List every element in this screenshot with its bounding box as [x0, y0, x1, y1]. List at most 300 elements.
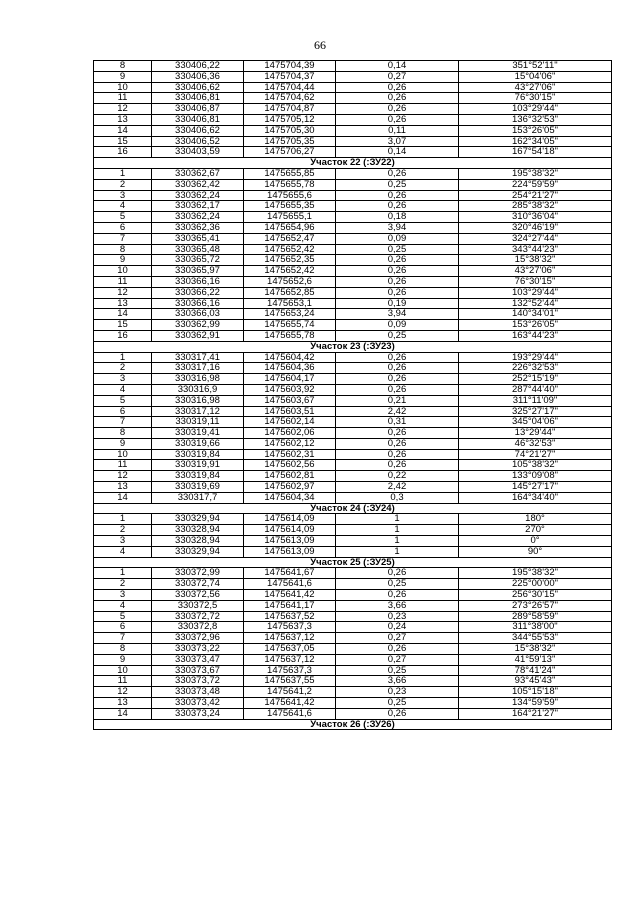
- distance-cell: 0,26: [336, 363, 459, 374]
- y-coordinate-cell: 1475637,3: [244, 622, 336, 633]
- direction-angle-cell: 74°21'27": [459, 449, 612, 460]
- x-coordinate-cell: 330362,36: [152, 222, 244, 233]
- direction-angle-cell: 103°29'44": [459, 104, 612, 115]
- table-row: [94, 104, 612, 115]
- distance-cell: 0,25: [336, 330, 459, 341]
- distance-cell: 0,31: [336, 417, 459, 428]
- section-title: Участок 25 (:ЗУ25): [94, 557, 612, 568]
- direction-angle-cell: 273°26'57": [459, 600, 612, 611]
- y-coordinate-cell: 1475655,35: [244, 201, 336, 212]
- distance-cell: 0,25: [336, 665, 459, 676]
- direction-angle-cell: 224°59'59": [459, 179, 612, 190]
- x-coordinate-cell: 330317,16: [152, 363, 244, 374]
- x-coordinate-cell: 330362,24: [152, 190, 244, 201]
- point-number-cell: 11: [94, 460, 152, 471]
- x-coordinate-cell: 330319,41: [152, 428, 244, 439]
- point-number-cell: 3: [94, 590, 152, 601]
- table-row: [94, 546, 612, 557]
- distance-cell: 0,26: [336, 201, 459, 212]
- y-coordinate-cell: 1475652,42: [244, 244, 336, 255]
- direction-angle-cell: 164°21'27": [459, 708, 612, 719]
- direction-angle-cell: 140°34'01": [459, 309, 612, 320]
- point-number-cell: 1: [94, 568, 152, 579]
- x-coordinate-cell: 330372,8: [152, 622, 244, 633]
- y-coordinate-cell: 1475613,09: [244, 536, 336, 547]
- distance-cell: 0,27: [336, 633, 459, 644]
- distance-cell: 0,25: [336, 579, 459, 590]
- y-coordinate-cell: 1475704,62: [244, 93, 336, 104]
- x-coordinate-cell: 330406,81: [152, 93, 244, 104]
- direction-angle-cell: 195°38'32": [459, 568, 612, 579]
- distance-cell: 0,26: [336, 114, 459, 125]
- x-coordinate-cell: 330365,48: [152, 244, 244, 255]
- y-coordinate-cell: 1475652,85: [244, 287, 336, 298]
- distance-cell: 3,94: [336, 309, 459, 320]
- coordinates-table: [93, 60, 612, 730]
- point-number-cell: 10: [94, 266, 152, 277]
- point-number-cell: 4: [94, 600, 152, 611]
- x-coordinate-cell: 330406,87: [152, 104, 244, 115]
- direction-angle-cell: 344°55'53": [459, 633, 612, 644]
- y-coordinate-cell: 1475652,47: [244, 233, 336, 244]
- y-coordinate-cell: 1475637,12: [244, 633, 336, 644]
- point-number-cell: 14: [94, 708, 152, 719]
- point-number-cell: 12: [94, 471, 152, 482]
- direction-angle-cell: 153°26'05": [459, 125, 612, 136]
- distance-cell: 0,26: [336, 287, 459, 298]
- direction-angle-cell: 164°34'40": [459, 492, 612, 503]
- distance-cell: 0,26: [336, 568, 459, 579]
- point-number-cell: 5: [94, 395, 152, 406]
- y-coordinate-cell: 1475602,14: [244, 417, 336, 428]
- point-number-cell: 5: [94, 212, 152, 223]
- direction-angle-cell: 285°38'32": [459, 201, 612, 212]
- point-number-cell: 10: [94, 82, 152, 93]
- table-row: [94, 320, 612, 331]
- direction-angle-cell: 167°54'18": [459, 147, 612, 158]
- table-row: [94, 287, 612, 298]
- x-coordinate-cell: 330373,42: [152, 698, 244, 709]
- table-row: [94, 266, 612, 277]
- point-number-cell: 9: [94, 438, 152, 449]
- direction-angle-cell: 351°52'11": [459, 61, 612, 72]
- direction-angle-cell: 226°32'53": [459, 363, 612, 374]
- table-row: [94, 82, 612, 93]
- direction-angle-cell: 105°15'18": [459, 687, 612, 698]
- distance-cell: 0,14: [336, 61, 459, 72]
- y-coordinate-cell: 1475652,6: [244, 276, 336, 287]
- distance-cell: 0,26: [336, 438, 459, 449]
- table-row: [94, 460, 612, 471]
- y-coordinate-cell: 1475614,09: [244, 514, 336, 525]
- point-number-cell: 8: [94, 244, 152, 255]
- distance-cell: 1: [336, 514, 459, 525]
- table-row: [94, 568, 612, 579]
- table-row: [94, 590, 612, 601]
- y-coordinate-cell: 1475637,3: [244, 665, 336, 676]
- x-coordinate-cell: 330372,5: [152, 600, 244, 611]
- table-row: [94, 492, 612, 503]
- table-row: [94, 698, 612, 709]
- point-number-cell: 11: [94, 93, 152, 104]
- distance-cell: 0,19: [336, 298, 459, 309]
- x-coordinate-cell: 330373,47: [152, 654, 244, 665]
- x-coordinate-cell: 330365,97: [152, 266, 244, 277]
- distance-cell: 0,24: [336, 622, 459, 633]
- table-row: [94, 71, 612, 82]
- table-row: [94, 244, 612, 255]
- x-coordinate-cell: 330319,84: [152, 471, 244, 482]
- y-coordinate-cell: 1475655,85: [244, 168, 336, 179]
- table-row: [94, 309, 612, 320]
- y-coordinate-cell: 1475641,2: [244, 687, 336, 698]
- y-coordinate-cell: 1475704,87: [244, 104, 336, 115]
- section-header-row: [94, 341, 612, 352]
- direction-angle-cell: 15°38'32": [459, 255, 612, 266]
- x-coordinate-cell: 330406,81: [152, 114, 244, 125]
- table-row: [94, 255, 612, 266]
- point-number-cell: 14: [94, 309, 152, 320]
- y-coordinate-cell: 1475652,35: [244, 255, 336, 266]
- table-row: [94, 514, 612, 525]
- direction-angle-cell: 163°44'23": [459, 330, 612, 341]
- section-title: Участок 26 (:ЗУ26): [94, 719, 612, 730]
- direction-angle-cell: 90°: [459, 546, 612, 557]
- x-coordinate-cell: 330373,67: [152, 665, 244, 676]
- distance-cell: 2,42: [336, 482, 459, 493]
- x-coordinate-cell: 330366,16: [152, 276, 244, 287]
- distance-cell: 0,23: [336, 611, 459, 622]
- direction-angle-cell: 105°38'32": [459, 460, 612, 471]
- x-coordinate-cell: 330366,22: [152, 287, 244, 298]
- distance-cell: 0,25: [336, 244, 459, 255]
- table-row: [94, 168, 612, 179]
- direction-angle-cell: 0°: [459, 536, 612, 547]
- y-coordinate-cell: 1475655,6: [244, 190, 336, 201]
- distance-cell: 2,42: [336, 406, 459, 417]
- y-coordinate-cell: 1475653,1: [244, 298, 336, 309]
- point-number-cell: 1: [94, 352, 152, 363]
- y-coordinate-cell: 1475652,42: [244, 266, 336, 277]
- point-number-cell: 10: [94, 665, 152, 676]
- table-row: [94, 417, 612, 428]
- table-row: [94, 384, 612, 395]
- direction-angle-cell: 78°41'24": [459, 665, 612, 676]
- x-coordinate-cell: 330406,22: [152, 61, 244, 72]
- distance-cell: 0,26: [336, 374, 459, 385]
- table-row: [94, 352, 612, 363]
- y-coordinate-cell: 1475602,31: [244, 449, 336, 460]
- point-number-cell: 3: [94, 536, 152, 547]
- point-number-cell: 6: [94, 222, 152, 233]
- direction-angle-cell: 41°59'13": [459, 654, 612, 665]
- distance-cell: 0,26: [336, 104, 459, 115]
- y-coordinate-cell: 1475641,17: [244, 600, 336, 611]
- point-number-cell: 4: [94, 546, 152, 557]
- y-coordinate-cell: 1475613,09: [244, 546, 336, 557]
- direction-angle-cell: 46°32'53": [459, 438, 612, 449]
- point-number-cell: 11: [94, 676, 152, 687]
- y-coordinate-cell: 1475641,6: [244, 708, 336, 719]
- table-row: [94, 125, 612, 136]
- point-number-cell: 4: [94, 384, 152, 395]
- y-coordinate-cell: 1475655,78: [244, 330, 336, 341]
- direction-angle-cell: 289°58'59": [459, 611, 612, 622]
- x-coordinate-cell: 330365,72: [152, 255, 244, 266]
- direction-angle-cell: 145°27'17": [459, 482, 612, 493]
- point-number-cell: 15: [94, 320, 152, 331]
- point-number-cell: 10: [94, 449, 152, 460]
- table-row: [94, 600, 612, 611]
- y-coordinate-cell: 1475603,51: [244, 406, 336, 417]
- table-row: [94, 644, 612, 655]
- table-row: [94, 395, 612, 406]
- table-row: [94, 482, 612, 493]
- direction-angle-cell: 153°26'05": [459, 320, 612, 331]
- distance-cell: 0,26: [336, 266, 459, 277]
- distance-cell: 0,26: [336, 276, 459, 287]
- distance-cell: 0,26: [336, 708, 459, 719]
- x-coordinate-cell: 330329,94: [152, 546, 244, 557]
- table-row: [94, 93, 612, 104]
- x-coordinate-cell: 330319,69: [152, 482, 244, 493]
- table-row: [94, 536, 612, 547]
- x-coordinate-cell: 330316,98: [152, 374, 244, 385]
- point-number-cell: 8: [94, 644, 152, 655]
- distance-cell: 0,3: [336, 492, 459, 503]
- point-number-cell: 15: [94, 136, 152, 147]
- y-coordinate-cell: 1475602,56: [244, 460, 336, 471]
- distance-cell: 1: [336, 536, 459, 547]
- direction-angle-cell: 133°09'08": [459, 471, 612, 482]
- x-coordinate-cell: 330372,74: [152, 579, 244, 590]
- y-coordinate-cell: 1475641,42: [244, 590, 336, 601]
- distance-cell: 3,94: [336, 222, 459, 233]
- distance-cell: 0,26: [336, 428, 459, 439]
- x-coordinate-cell: 330362,67: [152, 168, 244, 179]
- y-coordinate-cell: 1475604,36: [244, 363, 336, 374]
- direction-angle-cell: 132°52'44": [459, 298, 612, 309]
- direction-angle-cell: 43°27'06": [459, 82, 612, 93]
- y-coordinate-cell: 1475637,55: [244, 676, 336, 687]
- direction-angle-cell: 252°15'19": [459, 374, 612, 385]
- direction-angle-cell: 324°27'44": [459, 233, 612, 244]
- point-number-cell: 13: [94, 298, 152, 309]
- x-coordinate-cell: 330365,41: [152, 233, 244, 244]
- table-row: [94, 363, 612, 374]
- distance-cell: 0,25: [336, 179, 459, 190]
- direction-angle-cell: 43°27'06": [459, 266, 612, 277]
- table-row: [94, 147, 612, 158]
- point-number-cell: 6: [94, 406, 152, 417]
- x-coordinate-cell: 330372,56: [152, 590, 244, 601]
- y-coordinate-cell: 1475705,30: [244, 125, 336, 136]
- x-coordinate-cell: 330403,59: [152, 147, 244, 158]
- x-coordinate-cell: 330362,24: [152, 212, 244, 223]
- direction-angle-cell: 76°30'15": [459, 93, 612, 104]
- direction-angle-cell: 345°04'06": [459, 417, 612, 428]
- point-number-cell: 13: [94, 482, 152, 493]
- table-row: [94, 179, 612, 190]
- section-title: Участок 24 (:ЗУ24): [94, 503, 612, 514]
- distance-cell: 0,26: [336, 190, 459, 201]
- table-row: [94, 428, 612, 439]
- x-coordinate-cell: 330317,12: [152, 406, 244, 417]
- y-coordinate-cell: 1475602,12: [244, 438, 336, 449]
- x-coordinate-cell: 330406,62: [152, 82, 244, 93]
- table-row: [94, 687, 612, 698]
- y-coordinate-cell: 1475641,42: [244, 698, 336, 709]
- point-number-cell: 5: [94, 611, 152, 622]
- x-coordinate-cell: 330316,98: [152, 395, 244, 406]
- direction-angle-cell: 15°04'06": [459, 71, 612, 82]
- point-number-cell: 1: [94, 168, 152, 179]
- section-title: Участок 23 (:ЗУ23): [94, 341, 612, 352]
- x-coordinate-cell: 330319,84: [152, 449, 244, 460]
- y-coordinate-cell: 1475604,17: [244, 374, 336, 385]
- x-coordinate-cell: 330366,16: [152, 298, 244, 309]
- distance-cell: 0,26: [336, 82, 459, 93]
- y-coordinate-cell: 1475604,34: [244, 492, 336, 503]
- table-row: [94, 406, 612, 417]
- y-coordinate-cell: 1475602,06: [244, 428, 336, 439]
- point-number-cell: 9: [94, 71, 152, 82]
- point-number-cell: 2: [94, 525, 152, 536]
- direction-angle-cell: 225°00'00": [459, 579, 612, 590]
- distance-cell: 0,26: [336, 384, 459, 395]
- direction-angle-cell: 270°: [459, 525, 612, 536]
- point-number-cell: 14: [94, 125, 152, 136]
- direction-angle-cell: 15°38'32": [459, 644, 612, 655]
- y-coordinate-cell: 1475704,37: [244, 71, 336, 82]
- point-number-cell: 7: [94, 233, 152, 244]
- table-row: [94, 190, 612, 201]
- distance-cell: 0,26: [336, 255, 459, 266]
- direction-angle-cell: 320°46'19": [459, 222, 612, 233]
- direction-angle-cell: 162°34'05": [459, 136, 612, 147]
- x-coordinate-cell: 330366,03: [152, 309, 244, 320]
- distance-cell: 0,26: [336, 590, 459, 601]
- y-coordinate-cell: 1475604,42: [244, 352, 336, 363]
- section-header-row: [94, 557, 612, 568]
- table-row: [94, 525, 612, 536]
- y-coordinate-cell: 1475602,97: [244, 482, 336, 493]
- point-number-cell: 14: [94, 492, 152, 503]
- point-number-cell: 3: [94, 374, 152, 385]
- direction-angle-cell: 287°44'40": [459, 384, 612, 395]
- x-coordinate-cell: 330362,91: [152, 330, 244, 341]
- direction-angle-cell: 193°29'44": [459, 352, 612, 363]
- y-coordinate-cell: 1475705,12: [244, 114, 336, 125]
- direction-angle-cell: 103°29'44": [459, 287, 612, 298]
- point-number-cell: 16: [94, 147, 152, 158]
- table-row: [94, 633, 612, 644]
- point-number-cell: 9: [94, 654, 152, 665]
- table-row: [94, 438, 612, 449]
- y-coordinate-cell: 1475603,67: [244, 395, 336, 406]
- section-title: Участок 22 (:ЗУ22): [94, 158, 612, 169]
- y-coordinate-cell: 1475637,12: [244, 654, 336, 665]
- y-coordinate-cell: 1475705,35: [244, 136, 336, 147]
- x-coordinate-cell: 330362,99: [152, 320, 244, 331]
- point-number-cell: 8: [94, 428, 152, 439]
- table-row: [94, 298, 612, 309]
- direction-angle-cell: 310°36'04": [459, 212, 612, 223]
- table-row: [94, 708, 612, 719]
- table-row: [94, 654, 612, 665]
- distance-cell: 0,26: [336, 168, 459, 179]
- table-row: [94, 201, 612, 212]
- direction-angle-cell: 311°11'09": [459, 395, 612, 406]
- table-row: [94, 665, 612, 676]
- distance-cell: 0,21: [336, 395, 459, 406]
- distance-cell: 0,22: [336, 471, 459, 482]
- table-row: [94, 579, 612, 590]
- x-coordinate-cell: 330317,7: [152, 492, 244, 503]
- table-row: [94, 114, 612, 125]
- direction-angle-cell: 180°: [459, 514, 612, 525]
- y-coordinate-cell: 1475641,67: [244, 568, 336, 579]
- y-coordinate-cell: 1475654,96: [244, 222, 336, 233]
- x-coordinate-cell: 330406,52: [152, 136, 244, 147]
- x-coordinate-cell: 330319,66: [152, 438, 244, 449]
- x-coordinate-cell: 330362,42: [152, 179, 244, 190]
- point-number-cell: 16: [94, 330, 152, 341]
- distance-cell: 3,07: [336, 136, 459, 147]
- table-row: [94, 276, 612, 287]
- x-coordinate-cell: 330372,99: [152, 568, 244, 579]
- distance-cell: 0,27: [336, 71, 459, 82]
- y-coordinate-cell: 1475655,74: [244, 320, 336, 331]
- x-coordinate-cell: 330317,41: [152, 352, 244, 363]
- distance-cell: 0,14: [336, 147, 459, 158]
- direction-angle-cell: 136°32'53": [459, 114, 612, 125]
- distance-cell: 0,18: [336, 212, 459, 223]
- point-number-cell: 12: [94, 687, 152, 698]
- distance-cell: 0,09: [336, 320, 459, 331]
- x-coordinate-cell: 330319,91: [152, 460, 244, 471]
- point-number-cell: 11: [94, 276, 152, 287]
- table-row: [94, 61, 612, 72]
- x-coordinate-cell: 330329,94: [152, 514, 244, 525]
- y-coordinate-cell: 1475602,81: [244, 471, 336, 482]
- page-number: 66: [314, 38, 326, 52]
- distance-cell: 0,26: [336, 352, 459, 363]
- section-header-row: [94, 503, 612, 514]
- x-coordinate-cell: 330372,96: [152, 633, 244, 644]
- section-header-row: [94, 158, 612, 169]
- x-coordinate-cell: 330328,94: [152, 525, 244, 536]
- y-coordinate-cell: 1475704,39: [244, 61, 336, 72]
- point-number-cell: 7: [94, 417, 152, 428]
- table-row: [94, 611, 612, 622]
- y-coordinate-cell: 1475653,24: [244, 309, 336, 320]
- y-coordinate-cell: 1475603,92: [244, 384, 336, 395]
- direction-angle-cell: 311°38'00": [459, 622, 612, 633]
- distance-cell: 0,26: [336, 460, 459, 471]
- table-row: [94, 449, 612, 460]
- table-row: [94, 136, 612, 147]
- direction-angle-cell: 343°44'23": [459, 244, 612, 255]
- distance-cell: 0,26: [336, 93, 459, 104]
- direction-angle-cell: 13°29'44": [459, 428, 612, 439]
- point-number-cell: 7: [94, 633, 152, 644]
- x-coordinate-cell: 330328,94: [152, 536, 244, 547]
- x-coordinate-cell: 330373,24: [152, 708, 244, 719]
- point-number-cell: 2: [94, 579, 152, 590]
- point-number-cell: 6: [94, 622, 152, 633]
- point-number-cell: 12: [94, 104, 152, 115]
